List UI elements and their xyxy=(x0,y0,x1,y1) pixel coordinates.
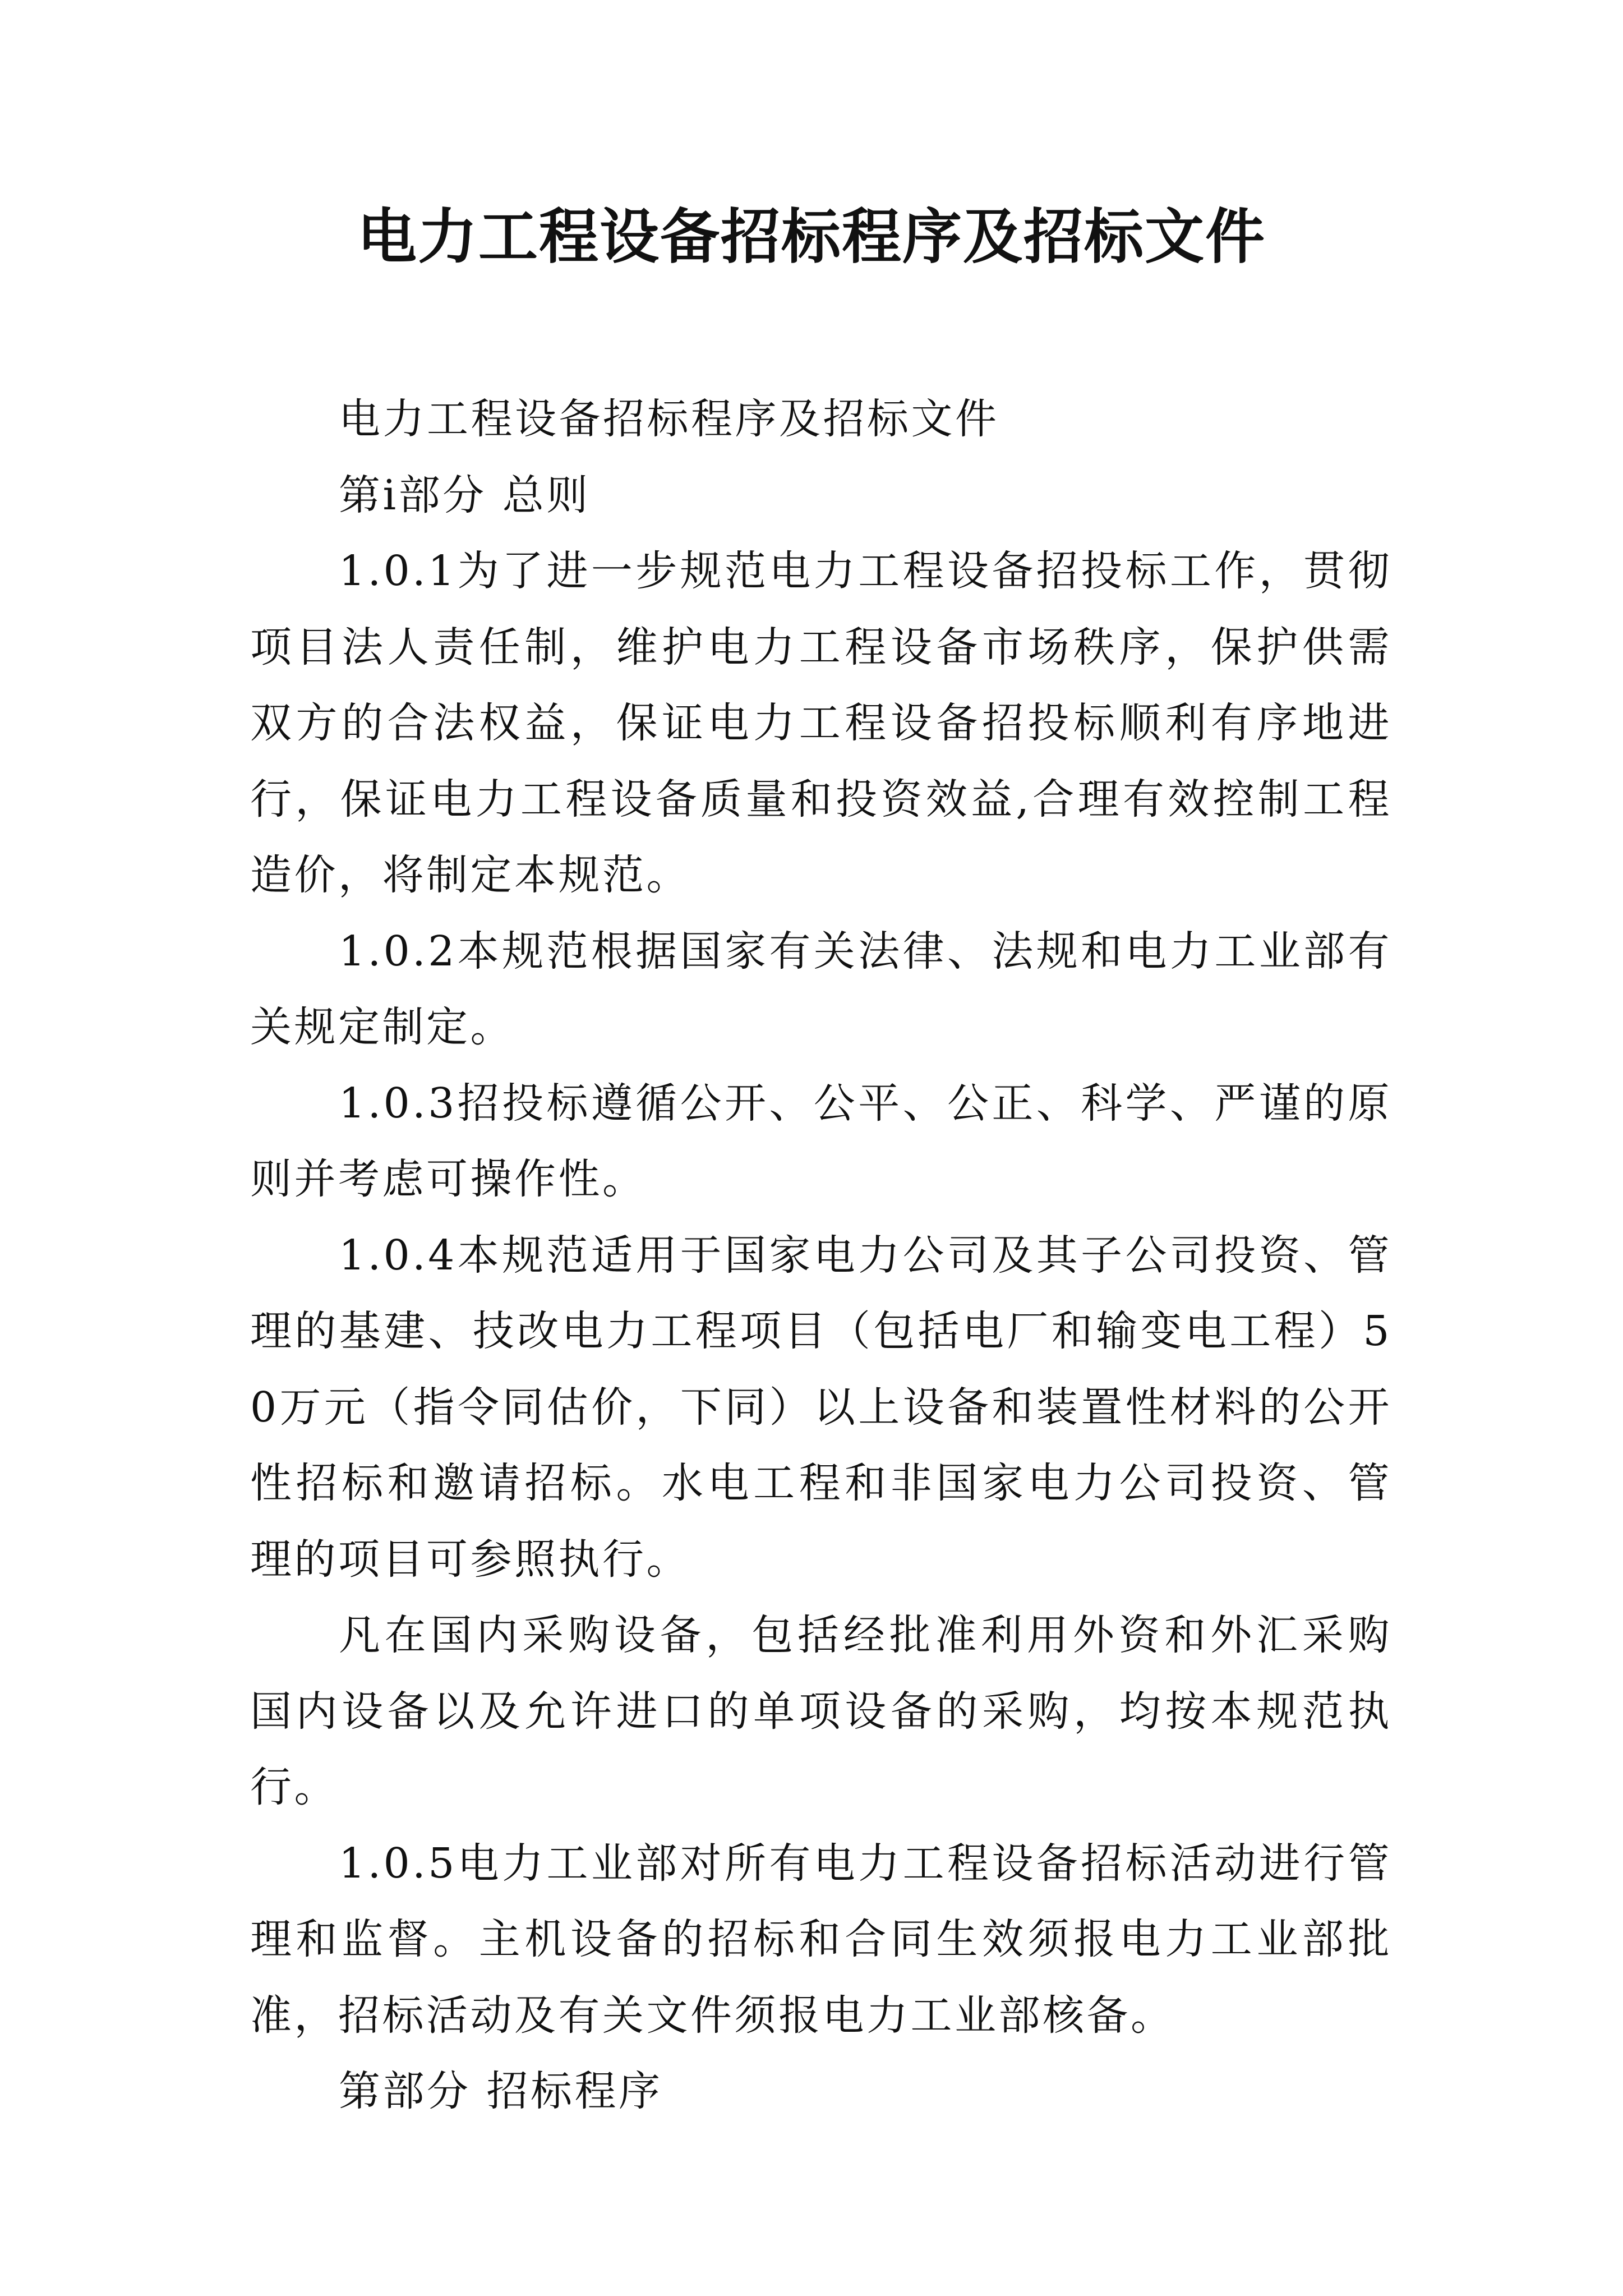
document-body xyxy=(250,381,1392,2130)
paragraph-1-0-1: 1.0.1为了进一步规范电力工程设备招投标工作，贯彻项目法人责任制，维护电力工程设备市场秩序，保护供需双方的合法权益，保证电力工程设备招投标顺利有序地进行，保证电力工程设备质量和投资效益,合理有效控制工程造价，将制定本规范。 xyxy=(250,547,1392,899)
paragraph-1-0-3: 1.0.3招投标遵循公开、公平、公正、科学、严谨的原则并考虑可操作性。 xyxy=(250,1079,1392,1203)
paragraph-part-one-title: 第ⅰ部分 总则 xyxy=(339,471,591,519)
paragraph-part-two-title: 第部分 招标程序 xyxy=(339,2067,663,2115)
paragraph-1-0-4: 1.0.4本规范适用于国家电力公司及其子公司投资、管理的基建、技改电力工程项目（包括电厂和输变电工程）50万元（指令同估价，下同）以上设备和装置性材料的公开性招标和邀请招标。水电工程和非国家电力公司投资、管理的项目可参照执行。 xyxy=(250,1231,1392,1584)
paragraph-1-0-5: 1.0.5电力工业部对所有电力工程设备招标活动进行管理和监督。主机设备的招标和合同生效须报电力工业部批准，招标活动及有关文件须报电力工业部核备。 xyxy=(250,1839,1392,2040)
paragraph-1-0-4-continued: 凡在国内采购设备，包括经批准利用外资和外汇采购国内设备以及允许进口的单项设备的采购，均按本规范执行。 xyxy=(250,1611,1392,1811)
paragraph-heading: 电力工程设备招标程序及招标文件 xyxy=(339,395,999,443)
paragraph-1-0-2: 1.0.2本规范根据国家有关法律、法规和电力工业部有关规定制定。 xyxy=(250,927,1392,1051)
document-title: 电力工程设备招标程序及招标文件 xyxy=(357,201,1266,272)
